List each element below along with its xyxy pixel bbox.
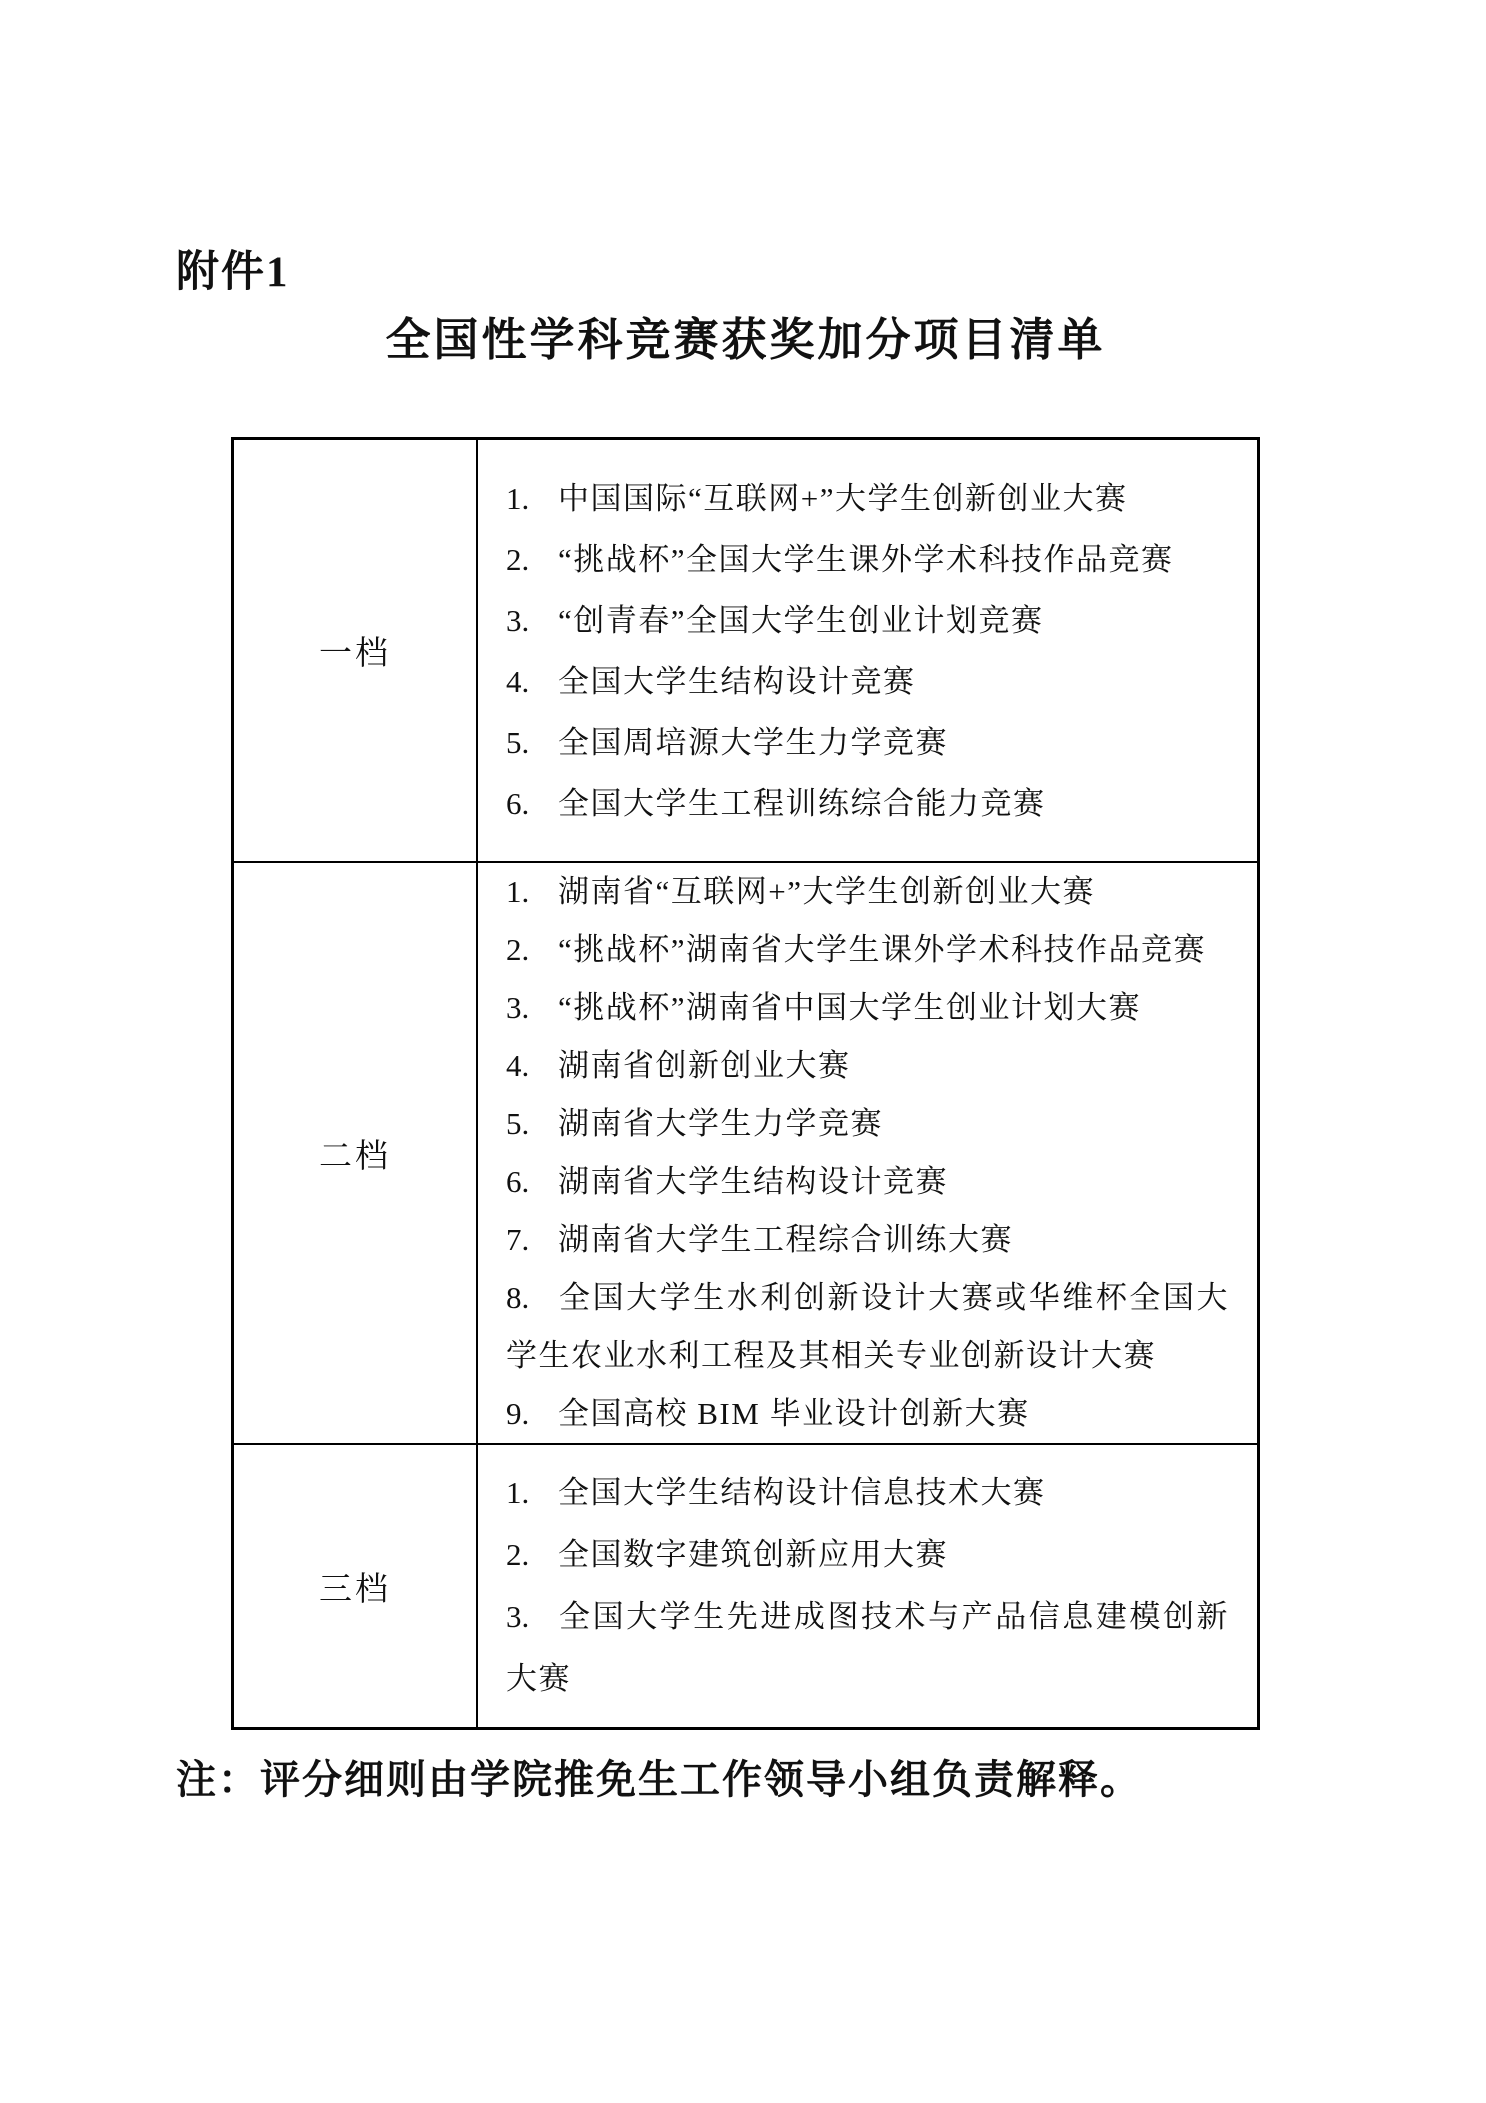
tier-1-items-cell	[478, 440, 1257, 863]
competition-item: “创青春”全国大学生创业计划竞赛	[558, 602, 1044, 638]
competition-list-tier-1	[506, 468, 1229, 834]
competition-item: 湖南省“互联网+”大学生创新创业大赛	[558, 874, 1095, 909]
footnote: 注：评分细则由学院推免生工作领导小组负责解释。	[176, 1758, 1142, 1802]
competition-item: 湖南省大学生力学竞赛	[558, 1106, 883, 1141]
award-table	[231, 437, 1260, 1730]
competition-item: 全国大学生工程训练综合能力竞赛	[558, 785, 1046, 821]
competition-item: “挑战杯”全国大学生课外学术科技作品竞赛	[558, 541, 1174, 577]
competition-item: 中国国际“互联网+”大学生创新创业大赛	[558, 480, 1128, 516]
competition-item: 全国大学生先进成图技术与产品信息建模创新大赛	[506, 1599, 1229, 1696]
tier-1-label: 一档	[234, 440, 478, 863]
competition-item: 全国周培源大学生力学竞赛	[558, 724, 948, 760]
document-title: 全国性学科竞赛获奖加分项目清单	[385, 315, 1106, 365]
tier-3-label: 三档	[234, 1445, 478, 1727]
competition-item: 全国大学生结构设计竞赛	[558, 663, 916, 699]
competition-list-tier-2	[506, 863, 1229, 1443]
competition-item: 全国数字建筑创新应用大赛	[558, 1537, 948, 1572]
competition-item: 湖南省大学生结构设计竞赛	[558, 1164, 948, 1199]
competition-list-tier-3	[506, 1462, 1229, 1710]
tier-3-items-cell	[478, 1445, 1257, 1727]
competition-item: “挑战杯”湖南省中国大学生创业计划大赛	[558, 990, 1142, 1025]
tier-2-label: 二档	[234, 863, 478, 1445]
competition-item: 湖南省大学生工程综合训练大赛	[558, 1222, 1013, 1257]
tier-2-items-cell	[478, 863, 1257, 1445]
competition-item: “挑战杯”湖南省大学生课外学术科技作品竞赛	[558, 932, 1207, 967]
competition-item: 湖南省创新创业大赛	[558, 1048, 851, 1083]
competition-item: 全国大学生结构设计信息技术大赛	[558, 1475, 1046, 1510]
competition-item: 全国高校 BIM 毕业设计创新大赛	[558, 1396, 1030, 1431]
competition-item: 全国大学生水利创新设计大赛或华维杯全国大学生农业水利工程及其相关专业创新设计大赛	[506, 1280, 1229, 1373]
attachment-label: 附件1	[176, 249, 290, 296]
